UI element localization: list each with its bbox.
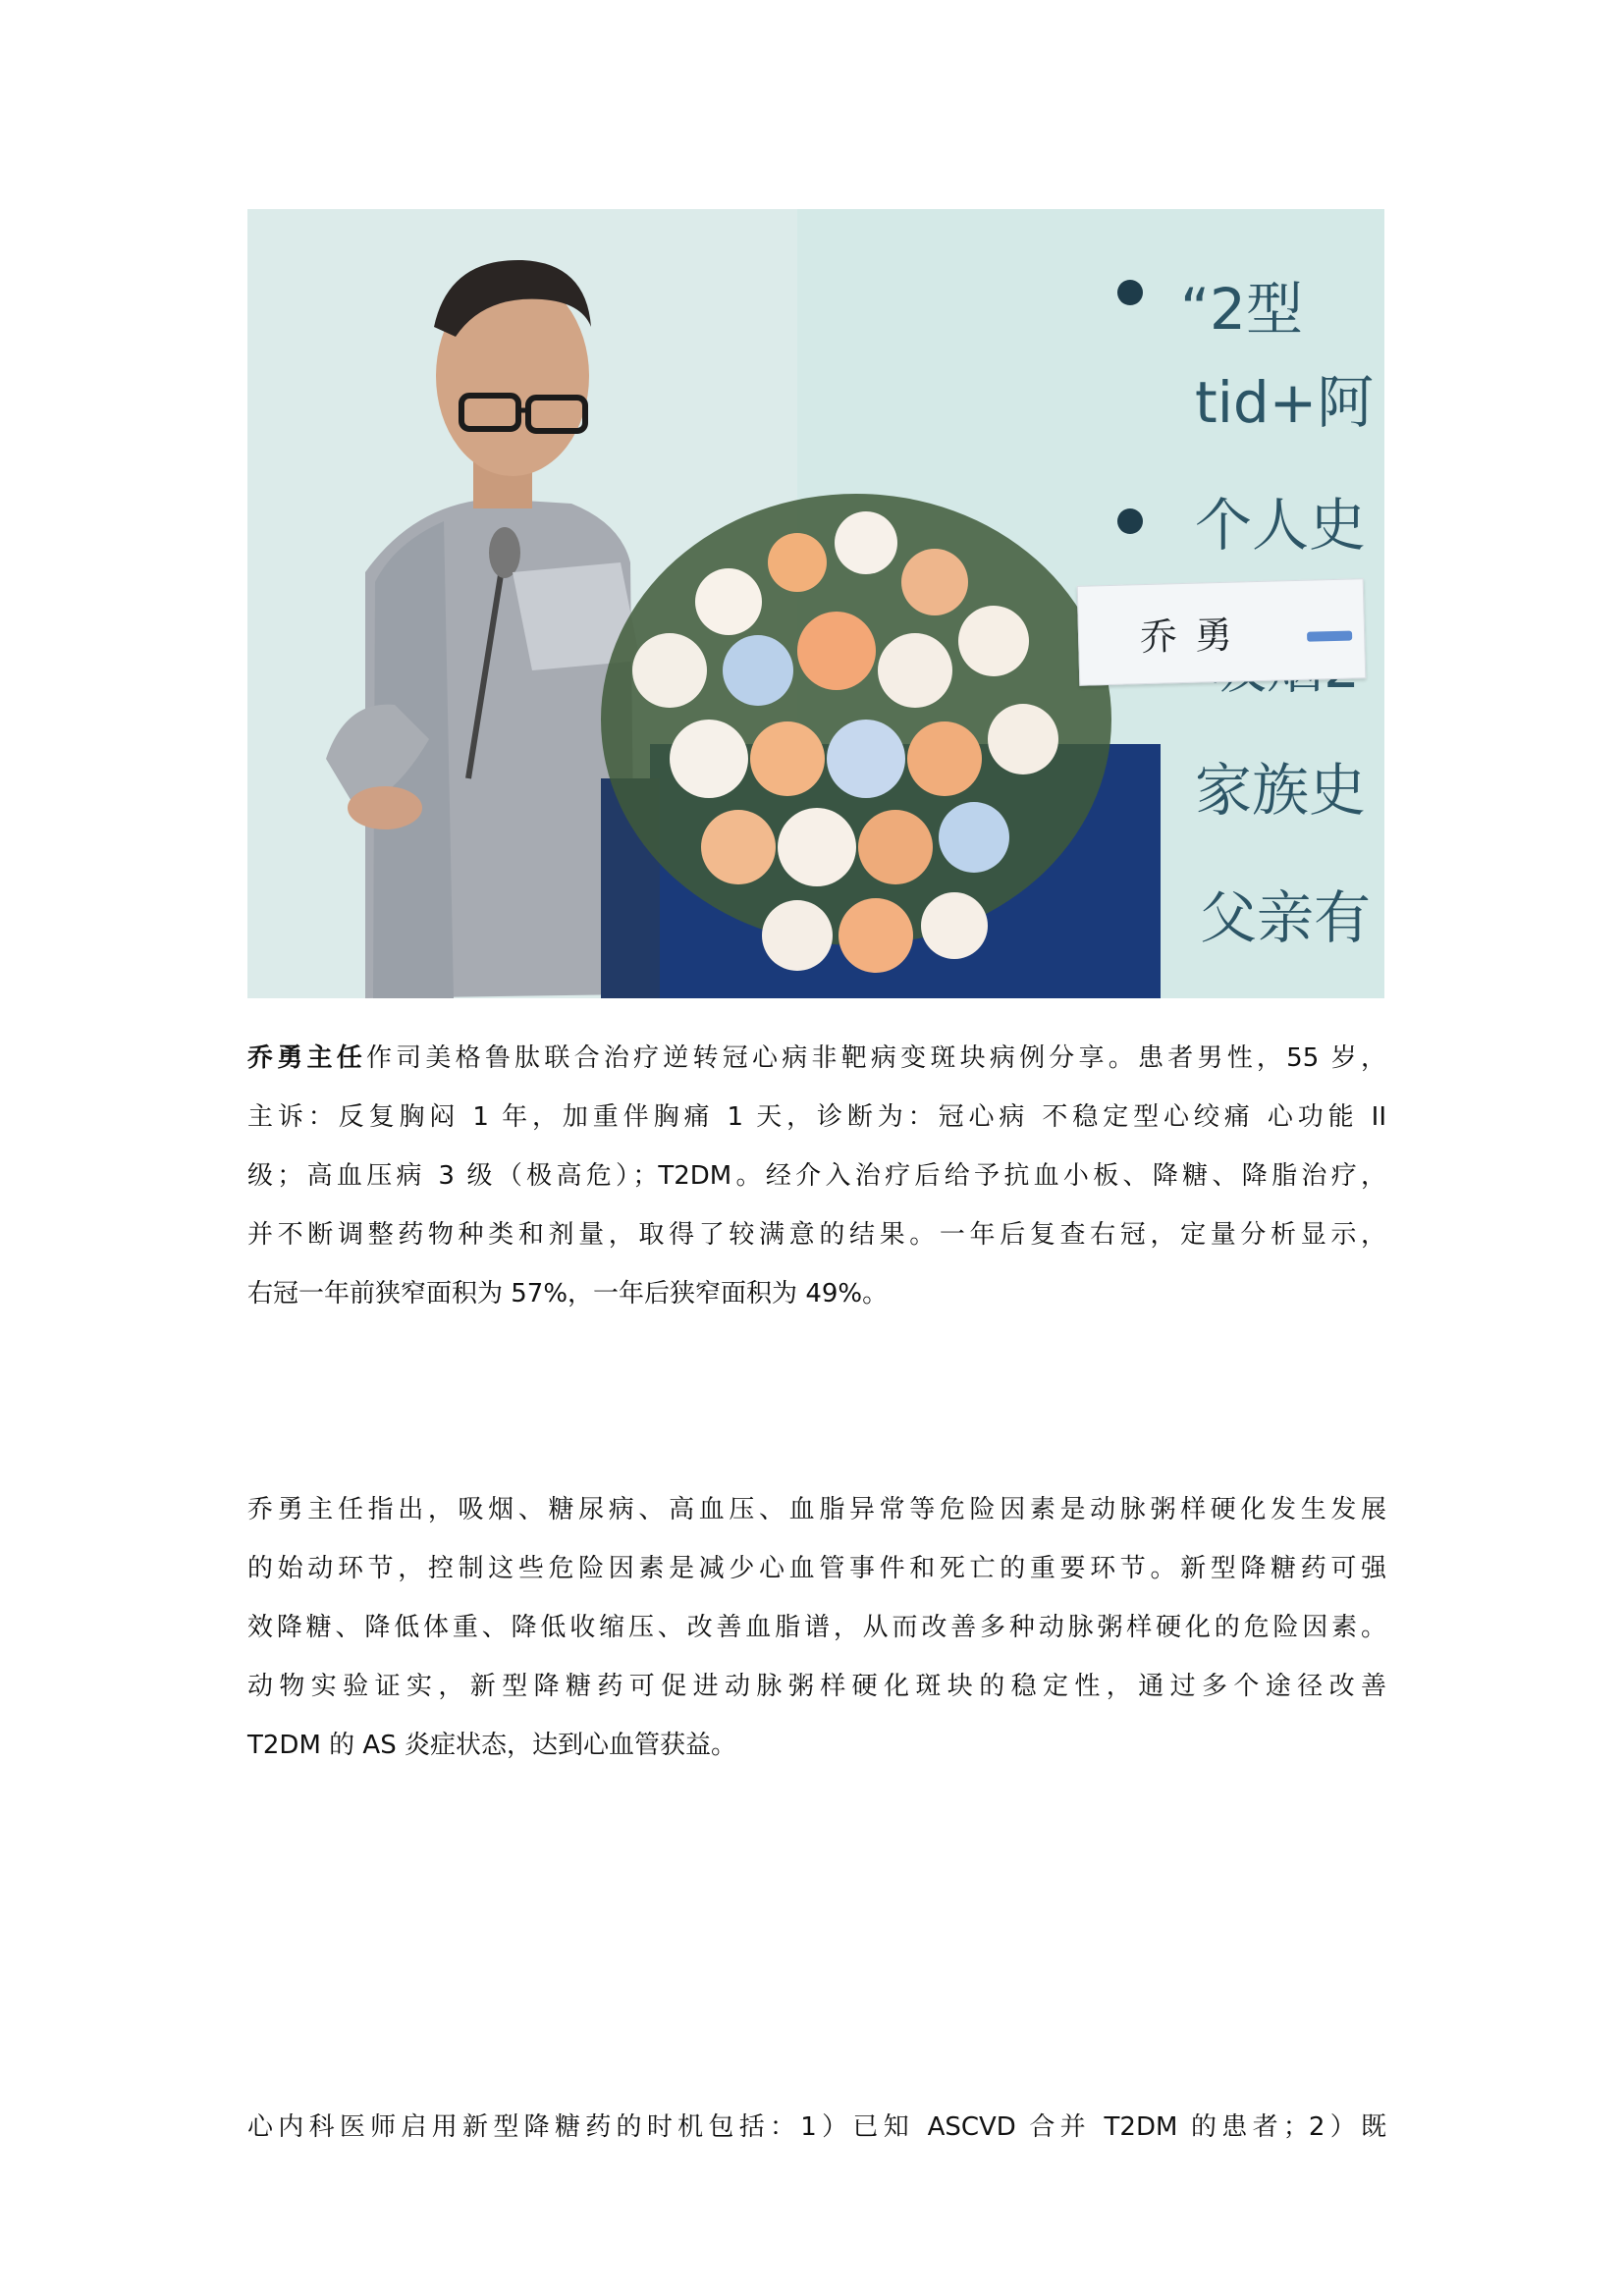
- paragraph-line: 并不断调整药物种类和剂量，取得了较满意的结果。一年后复查右冠，定量分析显示，: [247, 1220, 1386, 1250]
- slide-bullet: [1117, 508, 1143, 534]
- paragraph-line: 乔勇主任指出，吸烟、糖尿病、高血压、血脂异常等危险因素是动脉粥样硬化发生发展: [247, 1495, 1386, 1524]
- paragraph-line: T2DM 的 AS 炎症状态，达到心血管获益。: [247, 1731, 736, 1760]
- paragraph-line: 级；高血压病 3 级（极高危）；T2DM。经介入治疗后给予抗血小板、降糖、降脂治疗，: [247, 1161, 1386, 1191]
- paragraph-line: 右冠一年前狭窄面积为 57%，一年后狭窄面积为 49%。: [247, 1279, 889, 1308]
- speaker-name: 乔勇主任: [247, 1043, 366, 1073]
- slide-text: 父亲有: [1200, 884, 1372, 951]
- slide-text: 家族史: [1195, 757, 1367, 824]
- nameplate-text: 乔勇: [1139, 613, 1251, 660]
- paragraph-line: 动物实验证实，新型降糖药可促进动脉粥样硬化斑块的稳定性，通过多个途径改善: [247, 1672, 1386, 1701]
- nameplate-logo: [1307, 631, 1352, 642]
- slide-text: 个人史: [1195, 492, 1367, 559]
- slide-text: tid+阿: [1195, 369, 1375, 436]
- paragraph-line: [247, 1029, 1386, 1088]
- paragraph-line: 主诉：反复胸闷 1 年，加重伴胸痛 1 天，诊断为：冠心病 不稳定型心绞痛 心功能 II: [247, 1102, 1386, 1132]
- speaker-nameplate: [1077, 578, 1367, 686]
- paragraph-text: 作司美格鲁肽联合治疗逆转冠心病非靶病变斑块病例分享。患者男性，55 岁，: [365, 1043, 1386, 1073]
- paragraph-line: 效降糖、降低体重、降低收缩压、改善血脂谱，从而改善多种动脉粥样硬化的危险因素。: [247, 1613, 1386, 1642]
- slide-bullet: [1117, 280, 1143, 305]
- slide-text: “2型: [1180, 276, 1303, 343]
- article-paragraph: [247, 1480, 1386, 1775]
- paragraph-line: 的始动环节，控制这些危险因素是减少心血管事件和死亡的重要环节。新型降糖药可强: [247, 1554, 1386, 1583]
- article-paragraph: [247, 2098, 1386, 2157]
- speaker-photo: [247, 209, 1384, 998]
- article-paragraph: [247, 1029, 1386, 1323]
- paragraph-line: 心内科医师启用新型降糖药的时机包括：1）已知 ASCVD 合并 T2DM 的患者；2）既: [247, 2112, 1386, 2142]
